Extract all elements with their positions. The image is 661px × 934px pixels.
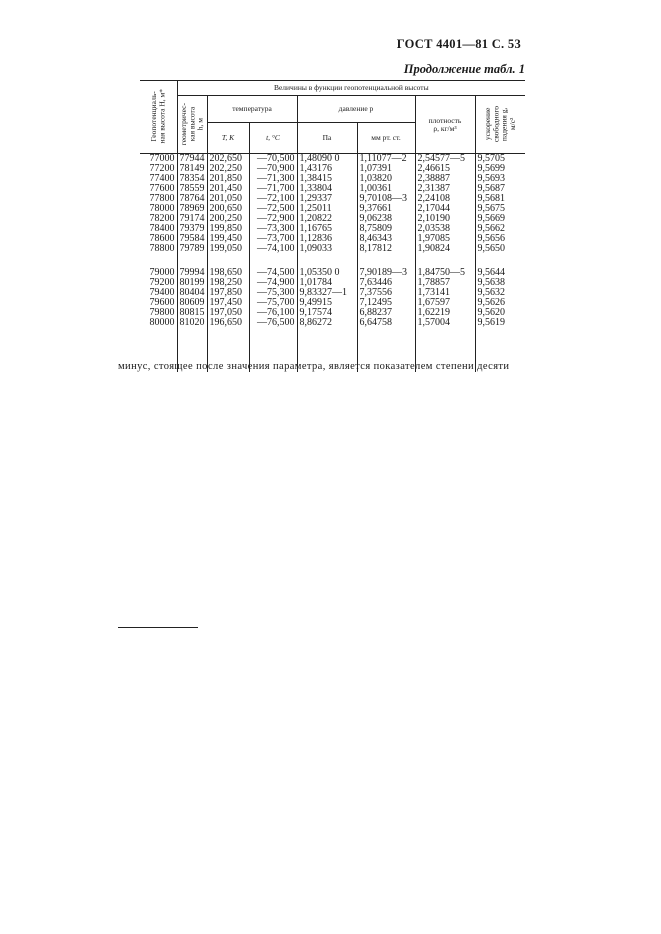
table-cell: 79000	[149, 267, 175, 278]
table-cell: 9,5693	[475, 174, 525, 184]
table-cell: 1,00361	[357, 184, 415, 194]
table-cell: 201,850	[207, 174, 249, 184]
table-cell: 79400	[149, 287, 175, 298]
table-cell: 9,70108—3	[357, 194, 415, 204]
table-cell: 1,12836	[297, 234, 357, 244]
table-cell: 2,54577—5	[415, 154, 475, 165]
table-cell: 78969	[177, 204, 207, 214]
table-cell: 77400	[149, 173, 175, 184]
table-cell: 80199	[177, 278, 207, 288]
table-cell: 197,450	[207, 298, 249, 308]
table-cell: —74,100	[249, 244, 297, 254]
table-cell: 8,17812	[357, 244, 415, 254]
table-cell: —76,500	[249, 318, 297, 328]
table-cell: 197,850	[207, 288, 249, 298]
table-cell: 78400	[149, 223, 175, 234]
table-cell: 1,48090 0	[297, 154, 357, 165]
table-cell: 79379	[177, 224, 207, 234]
data-table	[140, 80, 525, 372]
table-cell: 9,5699	[475, 164, 525, 174]
header-group-title: Величины в функции геопотенциальной высоты	[177, 81, 525, 96]
table-cell: 9,5650	[475, 244, 525, 254]
table-cell: 1,09033	[297, 244, 357, 254]
table-cell: 77800	[149, 193, 175, 204]
table-cell: 1,43176	[297, 164, 357, 174]
table-cell: —71,700	[249, 184, 297, 194]
table-continuation-label: Продолжение табл. 1	[403, 62, 525, 76]
table-cell: —72,100	[249, 194, 297, 204]
table-cell: 202,250	[207, 164, 249, 174]
table-cell: 201,050	[207, 194, 249, 204]
table-cell: 9,37661	[357, 204, 415, 214]
table-cell: 8,46343	[357, 234, 415, 244]
table-cell: 9,06238	[357, 214, 415, 224]
table-cell: 199,850	[207, 224, 249, 234]
table-cell: 8,86272	[297, 318, 357, 328]
table-cell: 77200	[149, 163, 175, 174]
table-cell: 9,5662	[475, 224, 525, 234]
table-cell: 9,49915	[297, 298, 357, 308]
header-density: плотность ρ, кг/м³	[415, 96, 475, 154]
table-cell: 9,5656	[475, 234, 525, 244]
table-cell: 6,88237	[357, 308, 415, 318]
table-cell: 9,17574	[297, 308, 357, 318]
table-cell: 2,03538	[415, 224, 475, 234]
table-cell: —74,500	[249, 268, 297, 278]
table-cell: 1,73141	[415, 288, 475, 298]
table-cell: 200,650	[207, 204, 249, 214]
table-cell: 198,250	[207, 278, 249, 288]
table-cell: 1,97085	[415, 234, 475, 244]
table-cell: 81020	[177, 318, 207, 328]
table-cell: —72,500	[249, 204, 297, 214]
table-cell: 201,450	[207, 184, 249, 194]
table-cell: 9,5705	[475, 154, 525, 165]
table-cell: 6,64758	[357, 318, 415, 328]
table-cell: 9,5632	[475, 288, 525, 298]
table-cell: 199,050	[207, 244, 249, 254]
table-cell: 78354	[177, 174, 207, 184]
table-cell: 9,5644	[475, 268, 525, 278]
table-cell: 2,38887	[415, 174, 475, 184]
header-geometric-height: геометричес- кая высота h, м	[177, 96, 207, 154]
table-cell: 1,25011	[297, 204, 357, 214]
header-gravity: ускорение свободного падения g, м/с²	[475, 96, 525, 154]
table-cell: 197,050	[207, 308, 249, 318]
table-cell: 199,450	[207, 234, 249, 244]
table-cell: 1,01784	[297, 278, 357, 288]
table-cell: 198,650	[207, 268, 249, 278]
table-cell: —75,700	[249, 298, 297, 308]
table-cell: 2,24108	[415, 194, 475, 204]
table-cell: 80000	[149, 317, 175, 328]
table-cell: —73,300	[249, 224, 297, 234]
table-cell: 9,5619	[475, 318, 525, 328]
header-mmhg: мм рт. ст.	[357, 123, 415, 154]
table-cell: 1,84750—5	[415, 268, 475, 278]
table-cell: 79994	[177, 268, 207, 278]
table-cell: 79789	[177, 244, 207, 254]
table-cell: 1,05350 0	[297, 268, 357, 278]
table-cell: —70,900	[249, 164, 297, 174]
table-cell: 77600	[149, 183, 175, 194]
table-cell: 78800	[149, 243, 175, 254]
table-cell: 78000	[149, 203, 175, 214]
header-T-kelvin: T, К	[207, 123, 249, 154]
footnote-text: минус, стоящее после значения параметра, является показателем степени десяти	[118, 361, 510, 372]
table-cell: 9,5681	[475, 194, 525, 204]
table-cell: 9,5638	[475, 278, 525, 288]
table-cell: 1,20822	[297, 214, 357, 224]
table-cell: —73,700	[249, 234, 297, 244]
table-cell: —76,100	[249, 308, 297, 318]
table-cell: 1,62219	[415, 308, 475, 318]
table-cell: 1,03820	[357, 174, 415, 184]
table-cell: 79600	[149, 297, 175, 308]
table-cell: 9,5687	[475, 184, 525, 194]
table-cell: 9,5669	[475, 214, 525, 224]
table-cell: 1,38415	[297, 174, 357, 184]
table-cell: 1,67597	[415, 298, 475, 308]
table-cell: 2,31387	[415, 184, 475, 194]
header-t-celsius: t, °C	[249, 123, 297, 154]
table-cell: —71,300	[249, 174, 297, 184]
table-cell: 1,11077—2	[357, 154, 415, 165]
table-cell: 78764	[177, 194, 207, 204]
table-cell: —75,300	[249, 288, 297, 298]
table-cell: 1,90824	[415, 244, 475, 254]
table-cell: 9,83327—1	[297, 288, 357, 298]
table-cell: 9,5620	[475, 308, 525, 318]
table-cell: 7,37556	[357, 288, 415, 298]
table-cell: 78200	[149, 213, 175, 224]
table-cell: 80609	[177, 298, 207, 308]
table-cell: 1,29337	[297, 194, 357, 204]
table-cell: 7,12495	[357, 298, 415, 308]
table-cell: 9,5626	[475, 298, 525, 308]
header-temperature: температура	[207, 96, 297, 123]
table-group-gap	[140, 254, 525, 268]
page-header: ГОСТ 4401—81 С. 53	[396, 37, 521, 51]
header-pascal: Па	[297, 123, 357, 154]
table-cell: 1,07391	[357, 164, 415, 174]
table-cell: 2,17044	[415, 204, 475, 214]
table-cell: 78149	[177, 164, 207, 174]
table-cell: —74,900	[249, 278, 297, 288]
table-cell: 79800	[149, 307, 175, 318]
header-pressure: давление p	[297, 96, 415, 123]
table-body-group-2	[140, 268, 525, 328]
table-cell: 2,46615	[415, 164, 475, 174]
table-cell: 1,57004	[415, 318, 475, 328]
table-cell: 79584	[177, 234, 207, 244]
table-cell: 77000	[149, 153, 175, 164]
footnote-rule	[118, 627, 198, 628]
table-cell: 80404	[177, 288, 207, 298]
table-cell: 7,90189—3	[357, 268, 415, 278]
table-cell: —70,500	[249, 154, 297, 165]
table-body-group-1	[140, 154, 525, 255]
table-cell: 78600	[149, 233, 175, 244]
table-cell: 78559	[177, 184, 207, 194]
table-cell: 79174	[177, 214, 207, 224]
table-cell: 79200	[149, 277, 175, 288]
table-cell: 200,250	[207, 214, 249, 224]
table-cell: 1,16765	[297, 224, 357, 234]
table-cell: 9,5675	[475, 204, 525, 214]
table-cell: —72,900	[249, 214, 297, 224]
table-cell: 8,75809	[357, 224, 415, 234]
table-cell: 1,33804	[297, 184, 357, 194]
table-cell: 80815	[177, 308, 207, 318]
table-cell: 196,650	[207, 318, 249, 328]
table-cell: 77944	[177, 154, 207, 165]
table-cell: 2,10190	[415, 214, 475, 224]
table-cell: 202,650	[207, 154, 249, 165]
table-cell: 1,78857	[415, 278, 475, 288]
table-row	[140, 318, 525, 328]
header-geopotential-height: Геопотенциаль- ная высота H, м*	[140, 81, 177, 154]
table-cell: 7,63446	[357, 278, 415, 288]
table-row	[140, 244, 525, 254]
